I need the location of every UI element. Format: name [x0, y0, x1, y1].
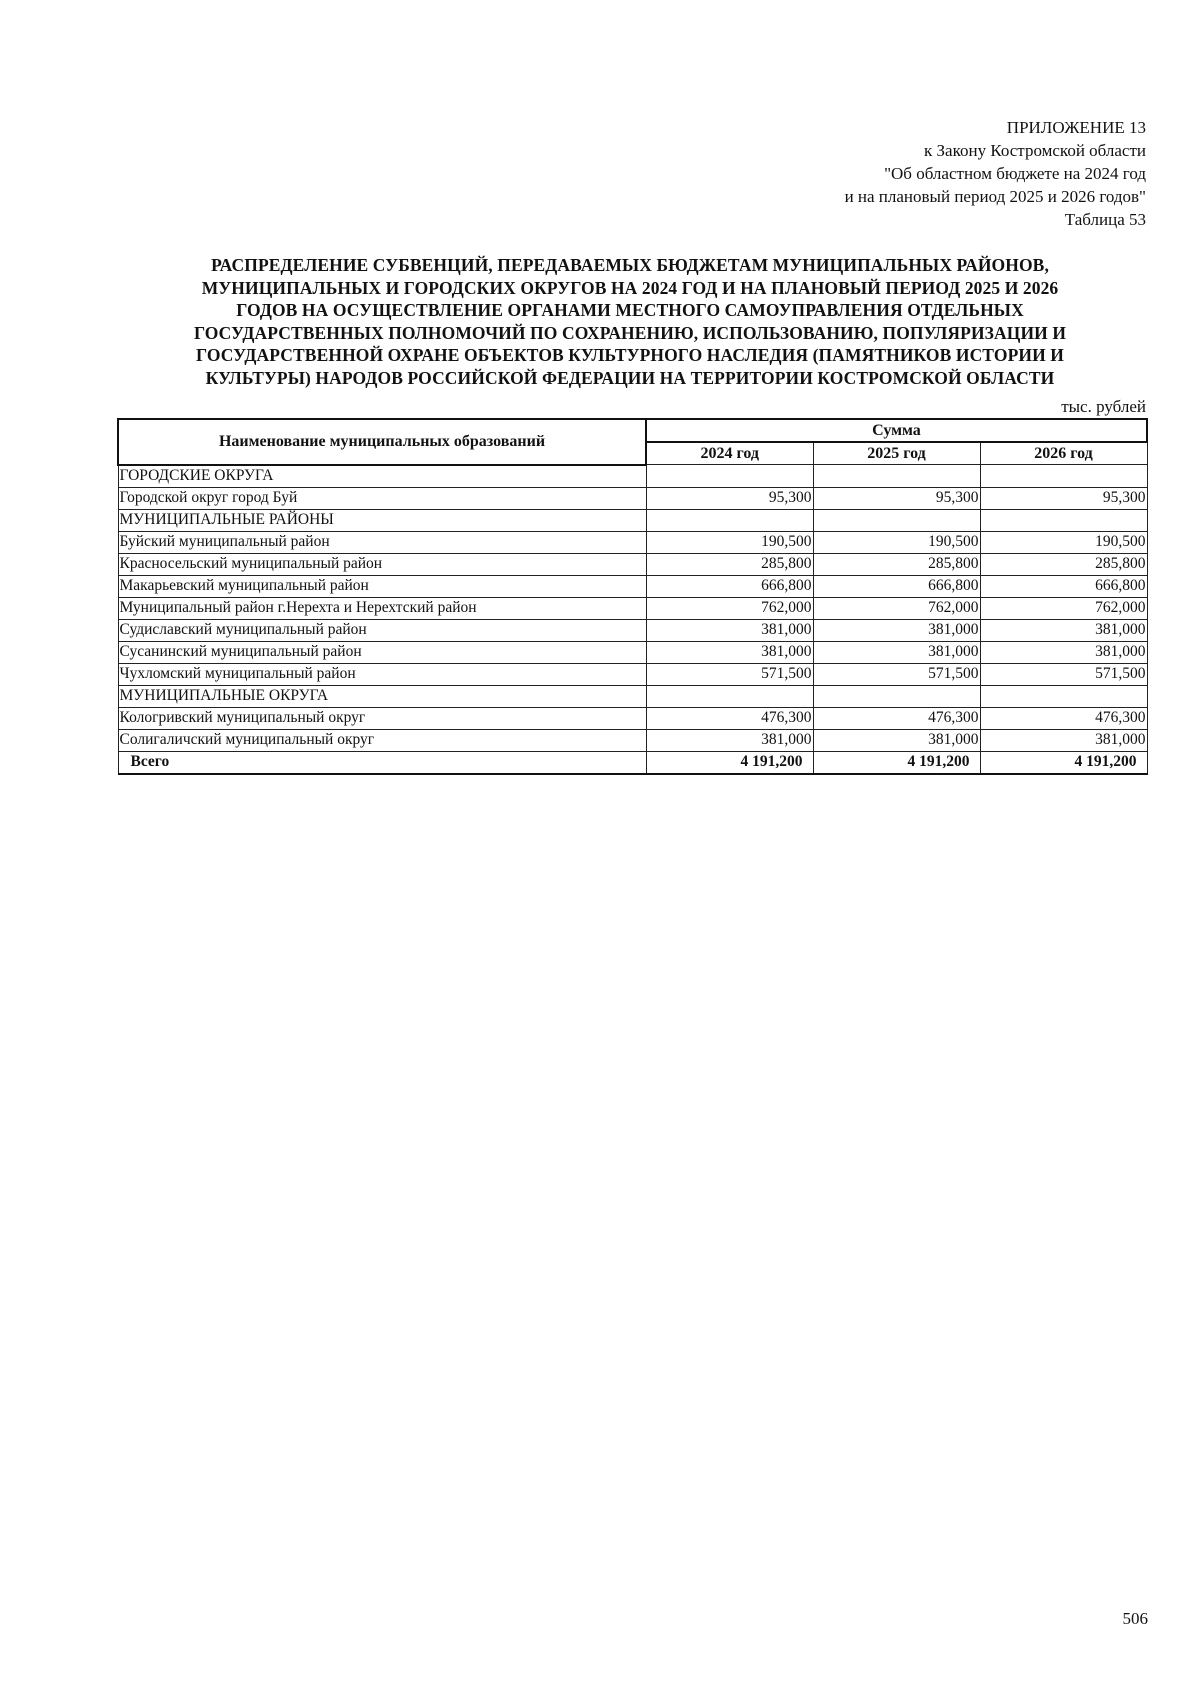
- appendix-law-period: и на плановый период 2025 и 2026 годов": [844, 187, 1146, 206]
- row-value-2026: 381,000: [980, 641, 1147, 663]
- row-value-2025: 381,000: [813, 729, 980, 751]
- row-value-2026: 666,800: [980, 575, 1147, 597]
- table-row: [118, 707, 1147, 729]
- row-value-2026: 762,000: [980, 597, 1147, 619]
- subvention-table: [117, 418, 1148, 775]
- row-value-2025: 762,000: [813, 597, 980, 619]
- table-row: [118, 597, 1147, 619]
- row-name: Макарьевский муниципальный район: [118, 575, 646, 597]
- appendix-header: [845, 116, 1146, 231]
- row-value-2025: 95,300: [813, 487, 980, 509]
- row-value-2025: 571,500: [813, 663, 980, 685]
- title-line: ГОДОВ НА ОСУЩЕСТВЛЕНИЕ ОРГАНАМИ МЕСТНОГО САМОУПРАВЛЕНИЯ ОТДЕЛЬНЫХ: [236, 300, 1024, 320]
- table-body: [118, 465, 1147, 774]
- title-line: МУНИЦИПАЛЬНЫХ И ГОРОДСКИХ ОКРУГОВ НА 2024 ГОД И НА ПЛАНОВЫЙ ПЕРИОД 2025 И 2026: [201, 277, 1059, 298]
- row-value-2024: 381,000: [646, 729, 813, 751]
- row-name: Городской округ город Буй: [118, 487, 646, 509]
- row-value-2026: 476,300: [980, 707, 1147, 729]
- row-value-2024: [646, 685, 813, 707]
- row-name: Судиславский муниципальный район: [118, 619, 646, 641]
- row-value-2025: 190,500: [813, 531, 980, 553]
- row-value-2024: [646, 509, 813, 531]
- table-row: [118, 465, 1147, 488]
- row-value-2025: [813, 685, 980, 707]
- table-header-row: [118, 419, 1147, 442]
- title-line: ГОСУДАРСТВЕННОЙ ОХРАНЕ ОБЪЕКТОВ КУЛЬТУРНОГО НАСЛЕДИЯ (ПАМЯТНИКОВ ИСТОРИИ И: [196, 345, 1064, 365]
- year-header-2026: 2026 год: [980, 442, 1147, 465]
- name-column-header: Наименование муниципальных образований: [118, 419, 646, 465]
- appendix-law-title: "Об областном бюджете на 2024 год: [884, 164, 1146, 183]
- table-row: [118, 663, 1147, 685]
- row-name: ГОРОДСКИЕ ОКРУГА: [118, 465, 646, 488]
- table-row: [118, 531, 1147, 553]
- row-value-2024: 95,300: [646, 487, 813, 509]
- row-name: Красносельский муниципальный район: [118, 553, 646, 575]
- table-row: [118, 685, 1147, 707]
- document-title: [110, 254, 1150, 389]
- table-total-row: [118, 751, 1147, 774]
- row-value-2024: [646, 465, 813, 488]
- row-value-2025: 666,800: [813, 575, 980, 597]
- table-row: [118, 575, 1147, 597]
- appendix-law-ref: к Закону Костромской области: [924, 141, 1146, 160]
- table-row: [118, 509, 1147, 531]
- row-value-2024: 381,000: [646, 641, 813, 663]
- table-row: [118, 641, 1147, 663]
- row-value-2026: 95,300: [980, 487, 1147, 509]
- appendix-number: ПРИЛОЖЕНИЕ 13: [1006, 118, 1146, 137]
- row-value-2024: 762,000: [646, 597, 813, 619]
- row-value-2026: [980, 685, 1147, 707]
- row-value-2026: 381,000: [980, 619, 1147, 641]
- row-value-2024: 571,500: [646, 663, 813, 685]
- year-header-2025: 2025 год: [813, 442, 980, 465]
- row-value-2024: 476,300: [646, 707, 813, 729]
- title-line: РАСПРЕДЕЛЕНИЕ СУБВЕНЦИЙ, ПЕРЕДАВАЕМЫХ БЮДЖЕТАМ МУНИЦИПАЛЬНЫХ РАЙОНОВ,: [211, 255, 1049, 275]
- row-value-2026: [980, 465, 1147, 488]
- table-row: [118, 729, 1147, 751]
- year-header-2024: 2024 год: [646, 442, 813, 465]
- row-value-2026: [980, 509, 1147, 531]
- row-value-2024: 381,000: [646, 619, 813, 641]
- row-value-2026: 571,500: [980, 663, 1147, 685]
- row-name: Сусанинский муниципальный район: [118, 641, 646, 663]
- row-name: Буйский муниципальный район: [118, 531, 646, 553]
- units-label: тыс. рублей: [1061, 397, 1146, 416]
- page-number: 506: [1122, 1609, 1148, 1628]
- title-line: ГОСУДАРСТВЕННЫХ ПОЛНОМОЧИЙ ПО СОХРАНЕНИЮ, ИСПОЛЬЗОВАНИЮ, ПОПУЛЯРИЗАЦИИ И: [193, 322, 1067, 343]
- total-value-2024: 4 191,200: [646, 751, 813, 774]
- row-value-2026: 285,800: [980, 553, 1147, 575]
- row-value-2025: 285,800: [813, 553, 980, 575]
- row-value-2024: 666,800: [646, 575, 813, 597]
- appendix-table-number: Таблица 53: [1064, 210, 1146, 229]
- row-value-2025: [813, 465, 980, 488]
- row-name: МУНИЦИПАЛЬНЫЕ РАЙОНЫ: [118, 509, 646, 531]
- row-value-2025: 476,300: [813, 707, 980, 729]
- row-value-2026: 381,000: [980, 729, 1147, 751]
- table-row: [118, 619, 1147, 641]
- row-name: Кологривский муниципальный округ: [118, 707, 646, 729]
- row-name: МУНИЦИПАЛЬНЫЕ ОКРУГА: [118, 685, 646, 707]
- total-value-2026: 4 191,200: [980, 751, 1147, 774]
- row-value-2025: 381,000: [813, 619, 980, 641]
- row-name: Чухломский муниципальный район: [118, 663, 646, 685]
- row-value-2025: [813, 509, 980, 531]
- title-line: КУЛЬТУРЫ) НАРОДОВ РОССИЙСКОЙ ФЕДЕРАЦИИ НА ТЕРРИТОРИИ КОСТРОМСКОЙ ОБЛАСТИ: [205, 367, 1055, 388]
- row-value-2026: 190,500: [980, 531, 1147, 553]
- row-value-2024: 190,500: [646, 531, 813, 553]
- table-row: [118, 553, 1147, 575]
- row-name: Муниципальный район г.Нерехта и Нерехтский район: [118, 597, 646, 619]
- row-name: Солигаличский муниципальный округ: [118, 729, 646, 751]
- total-value-2025: 4 191,200: [813, 751, 980, 774]
- sum-column-header: Сумма: [646, 419, 1147, 442]
- table-row: [118, 487, 1147, 509]
- row-value-2024: 285,800: [646, 553, 813, 575]
- total-label: Всего: [118, 751, 646, 774]
- row-value-2025: 381,000: [813, 641, 980, 663]
